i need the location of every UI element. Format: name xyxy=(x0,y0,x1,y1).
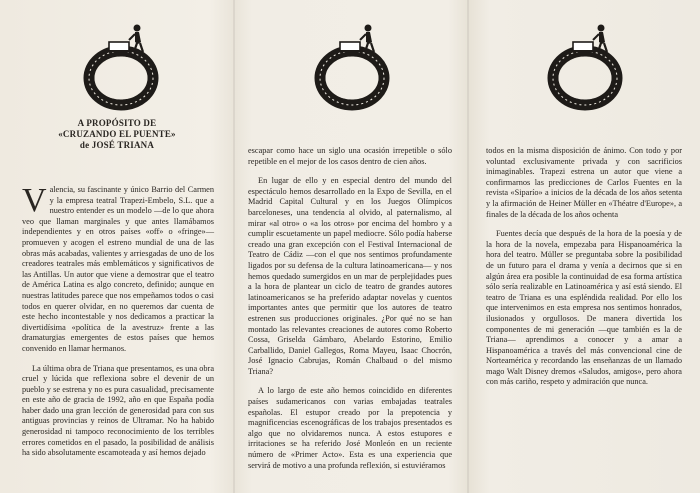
heading-line-1: A PROPÓSITO DE xyxy=(77,118,157,128)
man-pushing-wheel-icon xyxy=(311,20,393,112)
man-pushing-wheel-icon xyxy=(80,20,162,112)
heading-line-3: de JOSÉ TRIANA xyxy=(79,140,155,150)
paragraph: La última obra de Triana que presentamos, es una obra cruel y lúcida que reflexiona sobre el devenir de un pueblo y se estrena y no es pura casualidad, precisamente en este año de gracia de 1992, año en que España podía haber dado una gran lección de generosidad para con sus antiguas provincias y reinos de Ultramar. No ha habido generosidad ni tampoco reconocimiento de los terribles errores cometidos en el pasado, la posibilidad de análisis ha sido absolutamente escamoteada y así hemos dejado xyxy=(22,363,214,458)
article-heading xyxy=(0,118,234,151)
panel-right xyxy=(468,0,700,493)
paragraph: Fuentes decía que después de la hora de la poesía y de la hora de la novela, empezaba para Hispanoamérica la hora del teatro. Müller se preguntaba sobre la posibilidad de un futuro para el drama y venía a decirnos que si en algún área era posible la continuidad de esa forma artística sólo sería realizable en Latinoamérica y así está siendo. El teatro de Triana es una espléndida realidad. Por ello los que intervenimos en esta empresa nos sentimos honrados, ilusionados y orgullosos. De manera divertida los componentes de mi generación —que también es la de Triana— aprendimos a conocer y a amar a Hispanoamérica a través del más convencional cine de Norteamérica y recordando las enseñanzas de un llamado mago Walt Disney dremos «Saludos, amigos», pero ahora con más cariño, respeto y admiración que nunca. xyxy=(486,229,682,387)
paragraph: todos en la misma disposición de ánimo. Con todo y por voluntad exclusivamente privada y con sacrificios inimaginables. Trapezi estrena un autor que viene a confirmarnos las predicciones de Carlos Fuentes en la revista «Siparío» a inicios de la década de los años setenta y la afirmación de Heiner Müller en «Théatre d'Europe», a finales de la década de los años ochenta xyxy=(486,146,682,219)
paragraph: Valencia, su fascinante y único Barrio del Carmen y la empresa teatral Trapezi-Embelo, S.L. que a nuestro entender es un modelo —de lo que ahora veo que llaman marginales y que antes llamábamos independientes y en otros países «off» o «fringe»— promueven y acogen el estreno mundial de una de las obras más acabadas, valientes y arriesgadas de uno de los creadores teatrales más emblemáticos y significativos de las Antillas. Un autor que viene a demostrar que el teatro de América Latina es algo concreto, definido; aunque en nuestras latitudes parece que nos empeñamos todos o casi todos en querer olvidar, en no queremos dar cuenta de este hecho incontestable y nos dedicamos a practicar la divertidísima «política de la avestruz» frente a las dramaturgias emergentes de estos países que hemos convenido en llamar hermanos. xyxy=(22,182,214,353)
heading-line-2: «CRUZANDO EL PUENTE» xyxy=(58,129,176,139)
panel-left xyxy=(0,0,234,493)
article-text-column-1 xyxy=(22,182,214,459)
panel-middle xyxy=(234,0,468,493)
drop-cap: V xyxy=(22,182,47,219)
article-text-column-3 xyxy=(486,146,682,388)
paragraph: escapar como hace un siglo una ocasión irrepetible o sólo repetible en el mejor de los casos dentro de cien años. xyxy=(248,146,452,166)
paragraph: En lugar de ello y en especial dentro del mundo del espectáculo hemos desarrollado en la Expo de Sevilla, en el Madrid Capital Cultural y en los Juegos Olímpicos barceloneses, una tendencia al olvido, al paternalismo, al mirar «al otro» o «a los otros» por encima del hombro y a cumplir escuetamente un papel mediocre. Sólo podía haberse creado una gran excepción con el Festival Internacional de Teatro de Cádiz —con el que nos sentimos profundamente ligados por su defensa de la cultura latinoamericana— y nos hemos quedado sumergidos en un mar de perplejidades pues a la hora de plantear un ciclo de teatro de grandes autores latinoamericanos se ha preferido adaptar novelas y cuentos importantes antes que permitir que los autores de teatro estrenen sus producciones originales. ¿Por qué no se han montado las relevantes creaciones de autores como Roberto Cossa, Griselda Gámbaro, Abelardo Estorino, Emilio Carballido, Daniel Gallegos, Roma Mayeu, Isaac Chocrón, José Ignacio Cabrujas, Román Chalbaud o del mismo Triana? xyxy=(248,176,452,376)
man-pushing-wheel-icon xyxy=(544,20,626,112)
paragraph: A lo largo de este año hemos coincidido en diferentes países sudamericanos con varias embajadas teatrales españolas. El estupor creado por la prepotencia y magnificencias escenográficas de los trabajos presentados es algo que no olvidaremos nunca. A estos estupores e irritaciones se ha referido José Monleón en un reciente número de «Primer Acto». Esta es una experiencia que servirá de motivo a una profunda reflexión, si estuviéramos xyxy=(248,386,452,470)
article-text-column-2 xyxy=(248,146,452,471)
